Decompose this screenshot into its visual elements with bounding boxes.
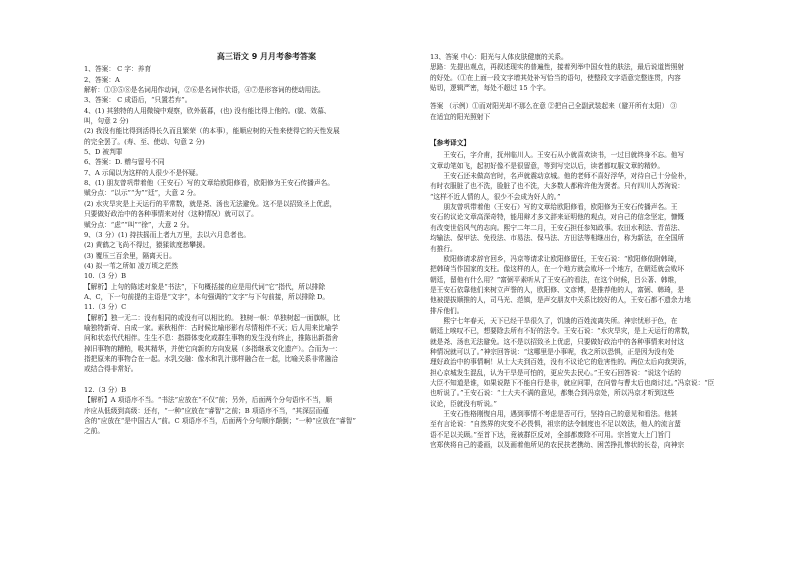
text-line: 排斥他们。 [430,306,464,315]
text-line: 解析：①③⑤⑧是名词用作动词，②⑥是名词作状语，④⑦是形容词的使动用法。 [84,86,325,95]
text-line: 思路：先提出观点，再叙述现实的普遍性，接着列举中国女性的肤法，最后说道皆照射 [430,63,685,72]
text-line: 【解析】上句的陈述对象是“书法”，下句概括接的应是用代词“它”指代，所以排除 [84,282,326,291]
text-line: 朋友曾巩带着他（王安石）写的文章给欧阳修看，欧阳修为王安石传播声名。王 [443,203,678,212]
text-line: 是王安石依靠他们来树立声誉的人，欧阳修、文彦博，是推荐他的人，富弼、韩琦，是 [430,285,685,294]
text-line: 【解析】A 项语序不当。“书法”应放在“不仅”前；另外，后面两个分句语序不当，顺 [84,396,333,405]
right-column [430,52,736,450]
text-line: 担心京城发生混乱，认为干旱是可怕的，更应失去民心。”王安石回答说：“说这个话的 [430,368,681,377]
text-line: 问和状态代代相伴。生生不息：指群体变化或群生事物的发生没有终止，推陈出新指舍 [84,334,339,343]
text-line: 有推行。 [430,244,457,253]
text-line: 含的”应放在“是中国古人”前。C 项语序不当，后面两个分句顺序颠倒；“一种”应放在“睿智” [84,417,356,426]
text-line: 把韩琦当作国家的支柱。像这样的人，在一个地方就会败坏一个地方，在朝廷就会败坏 [430,265,685,274]
text-line [84,375,409,385]
text-line: 安石的议论文章高深奇特，能用辩才多文辞来证明他的观点，对自己的信念坚定，慷慨 [430,213,685,222]
text-line: 文章动笔如飞，起初好像不是很留意，等到写完以后，读者都叹服文章的精妙。 [430,161,665,170]
answer-line-1: 答案 （示例）①而对阳光却不那么在意 ②把自己全副武装起来（避开所有太阳） ③ [430,102,678,111]
spacer [430,93,736,101]
text-line: 叫，句意 2 分) [84,117,129,126]
reference-translation-heading: 【参考译文】 [430,139,471,148]
text-line: 也听说了。”王安石说：“士大夫不满的意见，都集合到冯京处，所以冯京才听到这些 [430,389,675,398]
text-line: 3、答案： C 成语后，“只置若弃”。 [84,96,192,105]
text-line: “这样不近人情的人，很少不会成为奸人的。” [430,192,561,201]
text-line: 议论，臣就没有听说。” [430,399,497,408]
text-line: 8、(1) 朋友曾巩带着他（王安石）写的文章给欧阳修看，欧阳修为王安石传播声名。 [84,179,334,188]
text-line: (2) 黄鹤之飞尚不得过，猿猱欲度愁攀援。 [84,241,210,250]
text-line: 只要做好政治中的各种事情来对付（这种情况）就可以了。 [84,210,258,219]
text-line: 种情况就可以了。”神宗回答说：“这哪里是小事呢，我之所以恐惧，正是因为没有处 [430,347,675,356]
text-line: 赋分点：“虑”“叫”“徐”，大意 2 分。 [84,220,194,229]
text-line: 喻独特新奇、自成一家。素秋相伴：古时候比喻形影有尽情相伴不灭；后人用来比喻学 [84,323,339,332]
text-line: 之前。 [84,427,105,436]
text-line: 1、答案： C 字：养育 [84,65,152,74]
text-line: 6、答案：D. 赠与留号不同 [84,158,165,167]
text-line: 11.（3 分）C [84,303,127,312]
text-line: 的完全罢了。(寿、至、使动、句意 2 分) [84,137,205,146]
page-title: 高三语文 9 月月考参考答案 [216,52,317,61]
text-line: 王安石性格刚愎自用，遇到事情不考虑是否可行，坚持自己的意见和看法。他甚 [443,410,678,418]
text-line: (3) 覆压三百余里，隔离天日。 [84,251,176,260]
text-line: 语不足以关顾。”至首下达，竟被群臣反对，全部都废除不可用。宗旨宽大上门旨门 [430,430,671,439]
text-line: 理好政治中的事情啊！从士大夫到百姓，没有不议论它的危害性的。两位太后向我哭诉， [430,358,691,367]
text-line: 至有言论说：“自然界的灾变不必畏惧，祖宗的法令制度也不足以效法，他人的流言蜚 [430,420,681,429]
text-line: 5、D 被判罪 [84,148,123,157]
text-line: 贴切，逻辑严密，每处不超过 15 个字。 [430,84,550,93]
text-line: 指把原来的事物合在一起。水乳交融：像水和乳汁那样融合在一起，比喻关系非常融洽 [84,354,339,363]
text-line: 2、答案：A [84,75,120,84]
text-line: 均输法、保甲法、免役法、市易法、保马法、方田法等相继出台，称为新法，在全国所 [430,234,685,243]
text-line: A、C，下一句前提的主语是“文字”，本句强调的“文字”与下句前接，所以排除 D。 [84,292,330,301]
text-line: (2) 水灾旱灾是上天运行的平常数，就是尧、汤也无法避免。这不是以招致圣上优虑， [84,199,337,208]
left-column [84,52,409,437]
text-line: 王安石，字介甫，抚州临川人。王安石从小就喜欢读书，一过目就终身不忘。他写 [443,151,685,160]
text-line: 官郑侠将自己的委画，以及画着他所见的农民扶老携幼、困苦挣扎惨状的长卷，向神宗 [430,441,685,450]
text-line: (2) 我没有能比得到活得长久而且繁荣（的本事），能顺应树的天性来使得它的天性发展 [84,127,340,136]
text-line: 9、（3 分）(1) 持扶摇而上者九万里，去以六月息者也。 [84,230,251,239]
left-answer-lines [84,64,409,436]
text-line: 序应从低级到高级：还有，“一种”应放在“睿智”之前；B 项语序不当，“其深层而蕴 [84,406,329,415]
text-line: 熙宁七年春天，天下已经干旱很久了，饥饿的百姓流离失所。神宗忧形于色，在 [443,316,678,325]
text-line: 朝廷上唉叹不已，想要除去所有不好的法令。王安石说：“水灾旱灾，是上天运行的常数， [430,327,695,336]
text-line: 10.（3 分）B [84,272,126,281]
text-line: 王安石还未做高官时，名声就震动京城。他的老师不喜好浮华，对待自己十分俭朴， [443,172,691,181]
text-line: 赋分点：“以示”“为”“廷”，大意 2 分。 [84,189,200,198]
text-line: 7、A 示闻以为这样的人很少不是怀疑。 [84,168,203,177]
right-top-lines [430,52,736,93]
text-line: 掉旧事物的糟粕，吸其精华，并使它向新的方向发展（多指继承文化遗产）。合而为一： [84,344,342,353]
text-line: 大臣不知道是谁，如果说陛下不能自行是非，就应问罪，在问曾与曹太后也商讨过。”冯京说：“臣 [430,378,715,387]
answer-line-2: 在适宜的阳光照射下 [430,112,491,121]
text-line: 朝廷，留他有什么用？”富弼平素听从了王安石的看法，在这个时候，吕公著、韩维， [430,275,681,284]
text-line: 欧阳修请求辞官回乡，冯京等请求让欧阳修留任，王安石说：“欧阳修依附韩琦， [443,254,681,263]
text-line: 有改变世俗风气的志向。熙宁二年二月，王安石担任参知政事。农田水利法、青苗法、 [430,223,685,232]
text-line: 他被提拔顺推的人，司马光、范镇，是声交朋友中关系比较好的人，王安石都不遗余力地 [430,296,691,305]
text-line: 的好处。（①在上面一段文字增其处补写恰当的语句，使整段文字语意完整连贯，内容 [430,73,681,82]
text-line: 有时衣服脏了也不洗，脸脏了也不洗，大多数人都称许他为贤者。只有四川人苏洵说： [430,182,685,191]
text-line: 12.（3 分）B [84,386,126,394]
text-line: 或结合得非常好。 [84,365,138,374]
text-line: 【解析】独一无二：没有相同的或没有可以相比的。 独树一帜：单独树起一面旗帜，比 [84,313,341,322]
text-line: (4) 拟一苇之所如 凌万顷之茫然 [84,261,178,270]
spacer [430,122,736,130]
text-line: 4、(1) 其独特的人用微镜中观察，欣外藐暮，(也) 没有能比得上他的。(貌、效慕、 [84,106,331,115]
text-line: 13、答案 中心：阳光与人体皮肤健康的关系。 [430,53,568,61]
text-line: 就是尧、汤也无法避免。这不是以招致圣上优虑，只要做好政治中的各种事情来对付这 [430,337,685,346]
reference-translation-lines [430,150,736,450]
